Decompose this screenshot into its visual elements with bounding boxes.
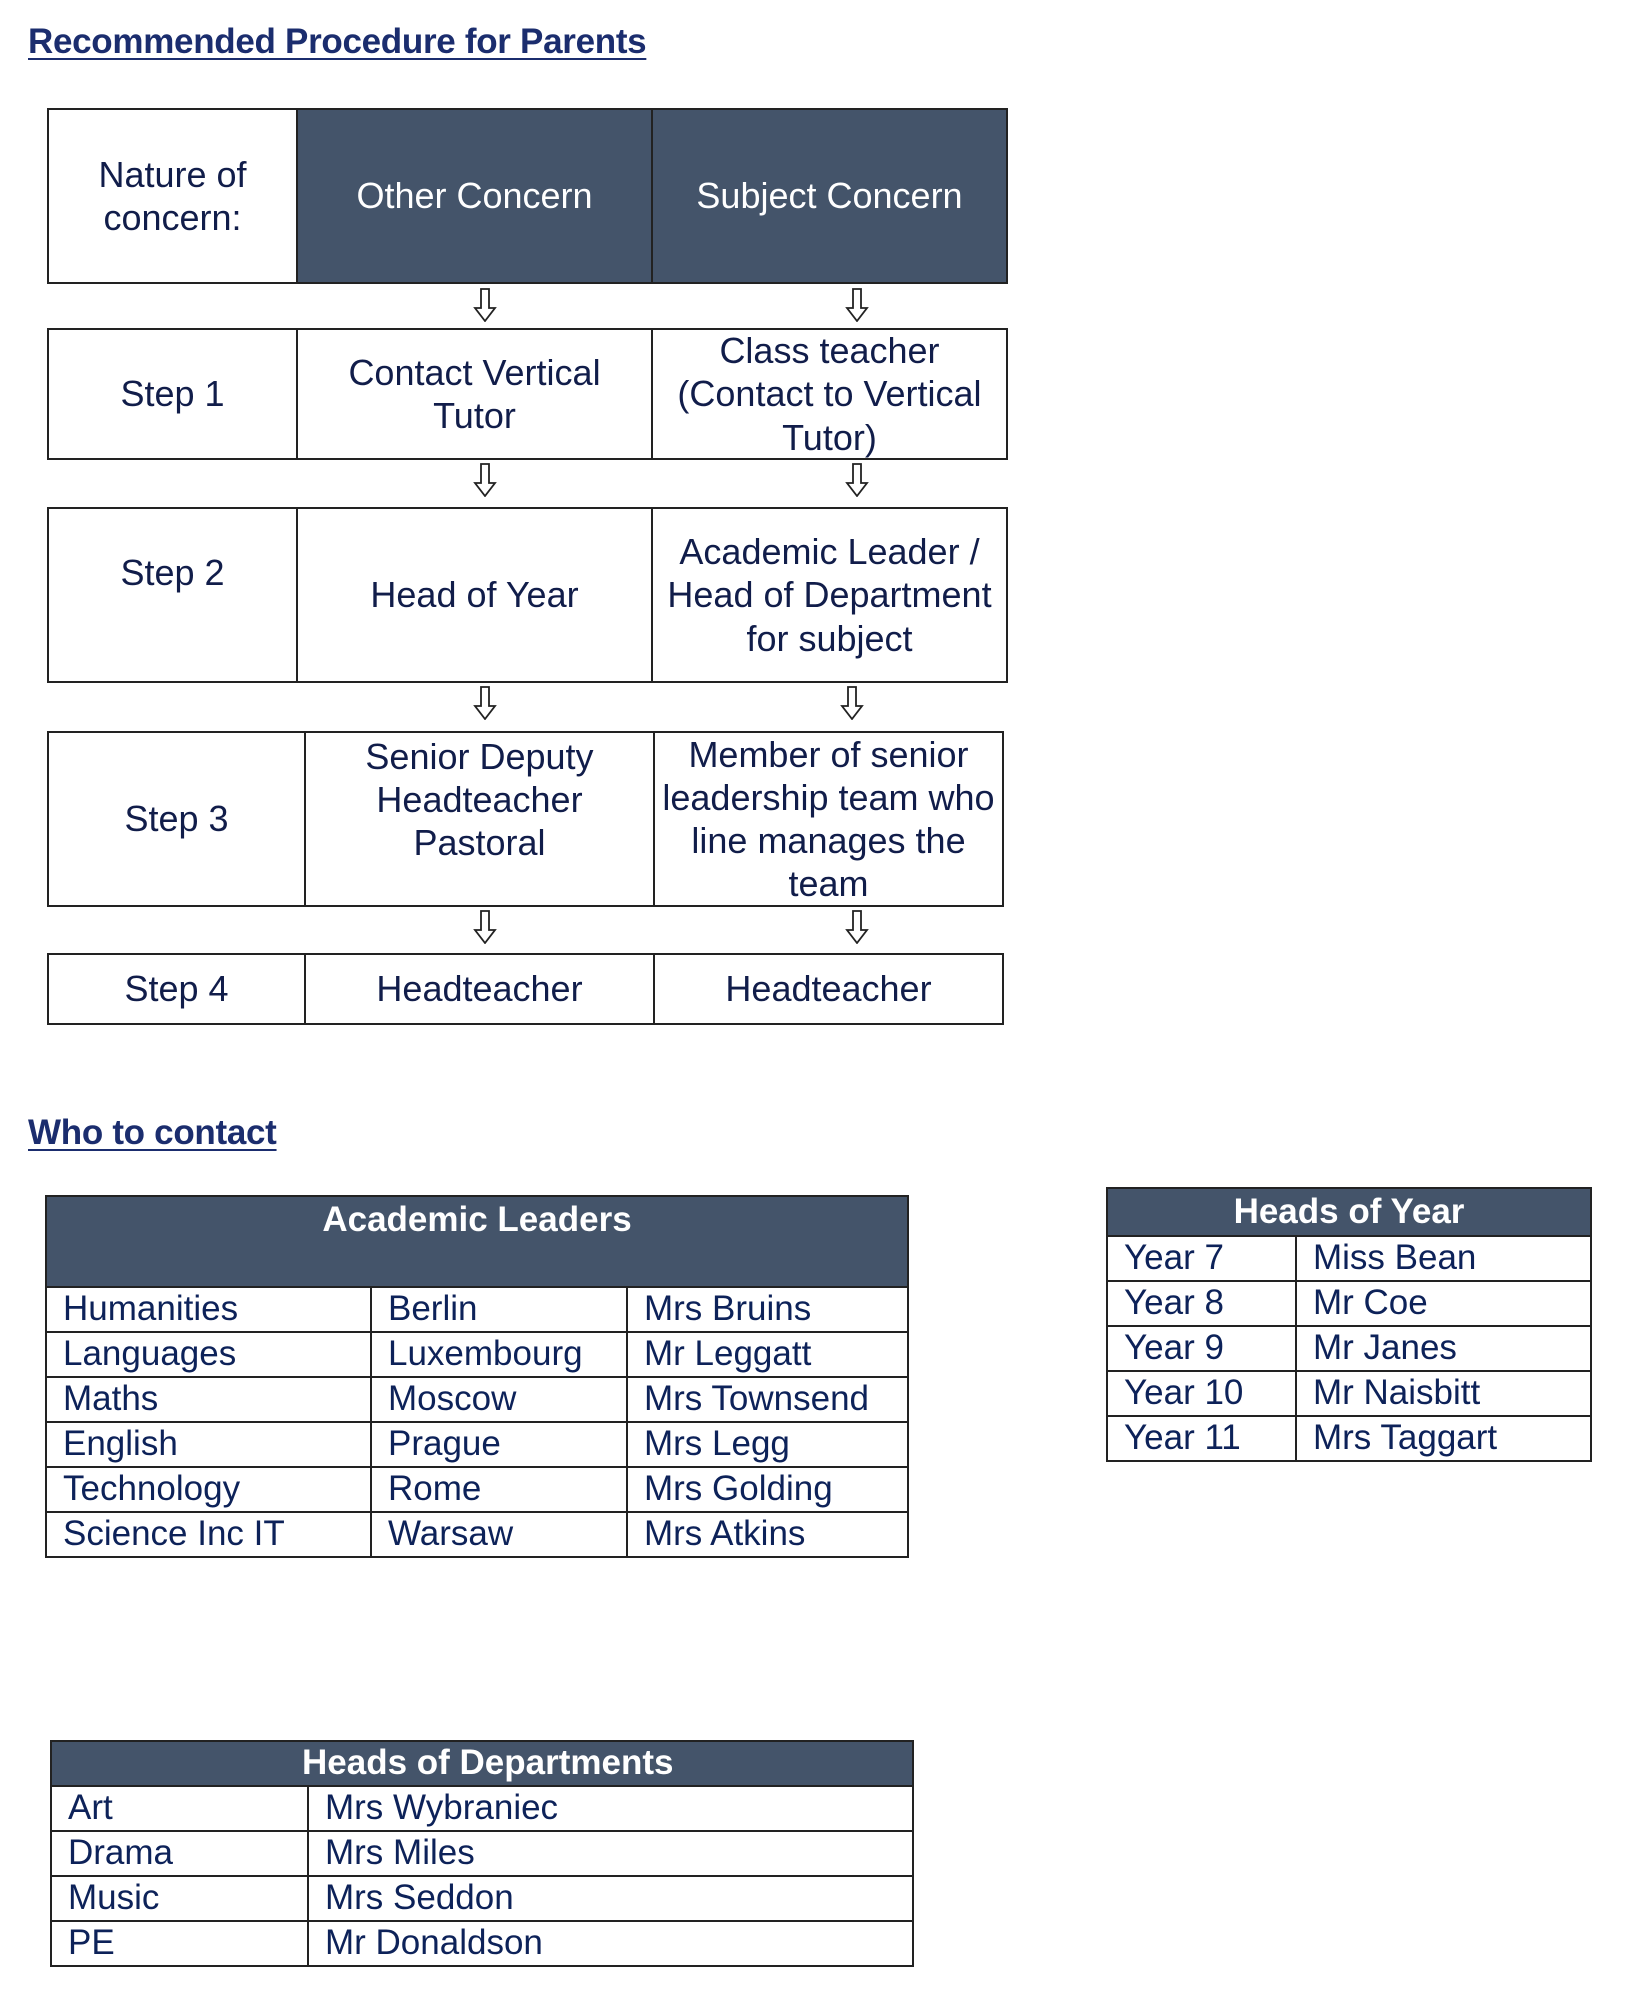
academic-leader-cell: English xyxy=(46,1422,371,1467)
academic-leader-cell: Mr Leggatt xyxy=(627,1332,908,1377)
step-1-subject: Class teacher (Contact to Vertical Tutor) xyxy=(651,328,1008,460)
nature-of-concern-label: Nature of concern: xyxy=(47,108,298,284)
academic-leader-cell: Humanities xyxy=(46,1287,371,1332)
step-3-label: Step 3 xyxy=(47,731,306,907)
academic-leader-cell: Moscow xyxy=(371,1377,627,1422)
head-of-year-cell: Mr Naisbitt xyxy=(1296,1371,1591,1416)
down-arrow-icon xyxy=(845,288,869,322)
step-4-label: Step 4 xyxy=(47,953,306,1025)
head-of-year-row xyxy=(1107,1371,1591,1416)
header-subject-concern: Subject Concern xyxy=(651,108,1008,284)
head-of-year-cell: Year 10 xyxy=(1107,1371,1296,1416)
academic-leader-cell: Mrs Legg xyxy=(627,1422,908,1467)
head-of-department-row xyxy=(51,1831,913,1876)
head-of-year-row xyxy=(1107,1416,1591,1461)
academic-leader-row xyxy=(46,1287,908,1332)
head-of-year-cell: Year 7 xyxy=(1107,1236,1296,1281)
head-of-department-cell: PE xyxy=(51,1921,308,1966)
head-of-department-cell: Mr Donaldson xyxy=(308,1921,913,1966)
academic-leader-cell: Berlin xyxy=(371,1287,627,1332)
head-of-year-cell: Mr Coe xyxy=(1296,1281,1591,1326)
head-of-department-cell: Drama xyxy=(51,1831,308,1876)
academic-leader-cell: Rome xyxy=(371,1467,627,1512)
academic-leader-cell: Maths xyxy=(46,1377,371,1422)
head-of-year-row xyxy=(1107,1281,1591,1326)
head-of-department-row xyxy=(51,1876,913,1921)
head-of-department-cell: Mrs Seddon xyxy=(308,1876,913,1921)
head-of-department-cell: Art xyxy=(51,1786,308,1831)
step-2-subject: Academic Leader / Head of Department for subject xyxy=(651,507,1008,683)
head-of-year-cell: Miss Bean xyxy=(1296,1236,1591,1281)
academic-leader-row xyxy=(46,1332,908,1377)
down-arrow-icon xyxy=(473,463,497,497)
step-3-other: Senior Deputy Headteacher Pastoral xyxy=(304,731,655,907)
step-2-other: Head of Year xyxy=(296,507,653,683)
down-arrow-icon xyxy=(845,463,869,497)
head-of-year-cell: Mrs Taggart xyxy=(1296,1416,1591,1461)
head-of-department-row xyxy=(51,1786,913,1831)
header-other-concern: Other Concern xyxy=(296,108,653,284)
head-of-year-cell: Mr Janes xyxy=(1296,1326,1591,1371)
academic-leader-cell: Science Inc IT xyxy=(46,1512,371,1557)
step-4-subject: Headteacher xyxy=(653,953,1004,1025)
head-of-year-row xyxy=(1107,1326,1591,1371)
step-1-other: Contact Vertical Tutor xyxy=(296,328,653,460)
head-of-department-cell: Music xyxy=(51,1876,308,1921)
head-of-year-cell: Year 9 xyxy=(1107,1326,1296,1371)
heads-of-year-table xyxy=(1106,1187,1592,1462)
academic-leader-cell: Mrs Golding xyxy=(627,1467,908,1512)
academic-leader-row xyxy=(46,1377,908,1422)
contact-heading: Who to contact xyxy=(28,1113,277,1152)
academic-leader-cell: Languages xyxy=(46,1332,371,1377)
academic-leader-cell: Mrs Atkins xyxy=(627,1512,908,1557)
head-of-department-cell: Mrs Wybraniec xyxy=(308,1786,913,1831)
academic-leader-row xyxy=(46,1467,908,1512)
step-2-label: Step 2 xyxy=(47,507,298,683)
down-arrow-icon xyxy=(473,686,497,720)
heads-of-departments-table xyxy=(50,1740,914,1967)
down-arrow-icon xyxy=(473,910,497,944)
heads-of-year-title: Heads of Year xyxy=(1107,1188,1591,1236)
head-of-year-cell: Year 8 xyxy=(1107,1281,1296,1326)
head-of-department-row xyxy=(51,1921,913,1966)
step-4-other: Headteacher xyxy=(304,953,655,1025)
academic-leader-cell: Mrs Townsend xyxy=(627,1377,908,1422)
academic-leader-cell: Luxembourg xyxy=(371,1332,627,1377)
academic-leader-cell: Mrs Bruins xyxy=(627,1287,908,1332)
down-arrow-icon xyxy=(840,686,864,720)
academic-leader-row xyxy=(46,1422,908,1467)
academic-leader-cell: Warsaw xyxy=(371,1512,627,1557)
academic-leader-row xyxy=(46,1512,908,1557)
procedure-heading: Recommended Procedure for Parents xyxy=(28,22,647,61)
down-arrow-icon xyxy=(473,288,497,322)
academic-leaders-title: Academic Leaders xyxy=(46,1196,908,1287)
step-3-subject: Member of senior leadership team who line manages the team xyxy=(653,731,1004,907)
academic-leaders-table xyxy=(45,1195,909,1558)
head-of-year-row xyxy=(1107,1236,1591,1281)
step-1-label: Step 1 xyxy=(47,328,298,460)
heads-of-departments-title: Heads of Departments xyxy=(51,1741,913,1786)
academic-leader-cell: Technology xyxy=(46,1467,371,1512)
head-of-department-cell: Mrs Miles xyxy=(308,1831,913,1876)
down-arrow-icon xyxy=(845,910,869,944)
head-of-year-cell: Year 11 xyxy=(1107,1416,1296,1461)
academic-leader-cell: Prague xyxy=(371,1422,627,1467)
